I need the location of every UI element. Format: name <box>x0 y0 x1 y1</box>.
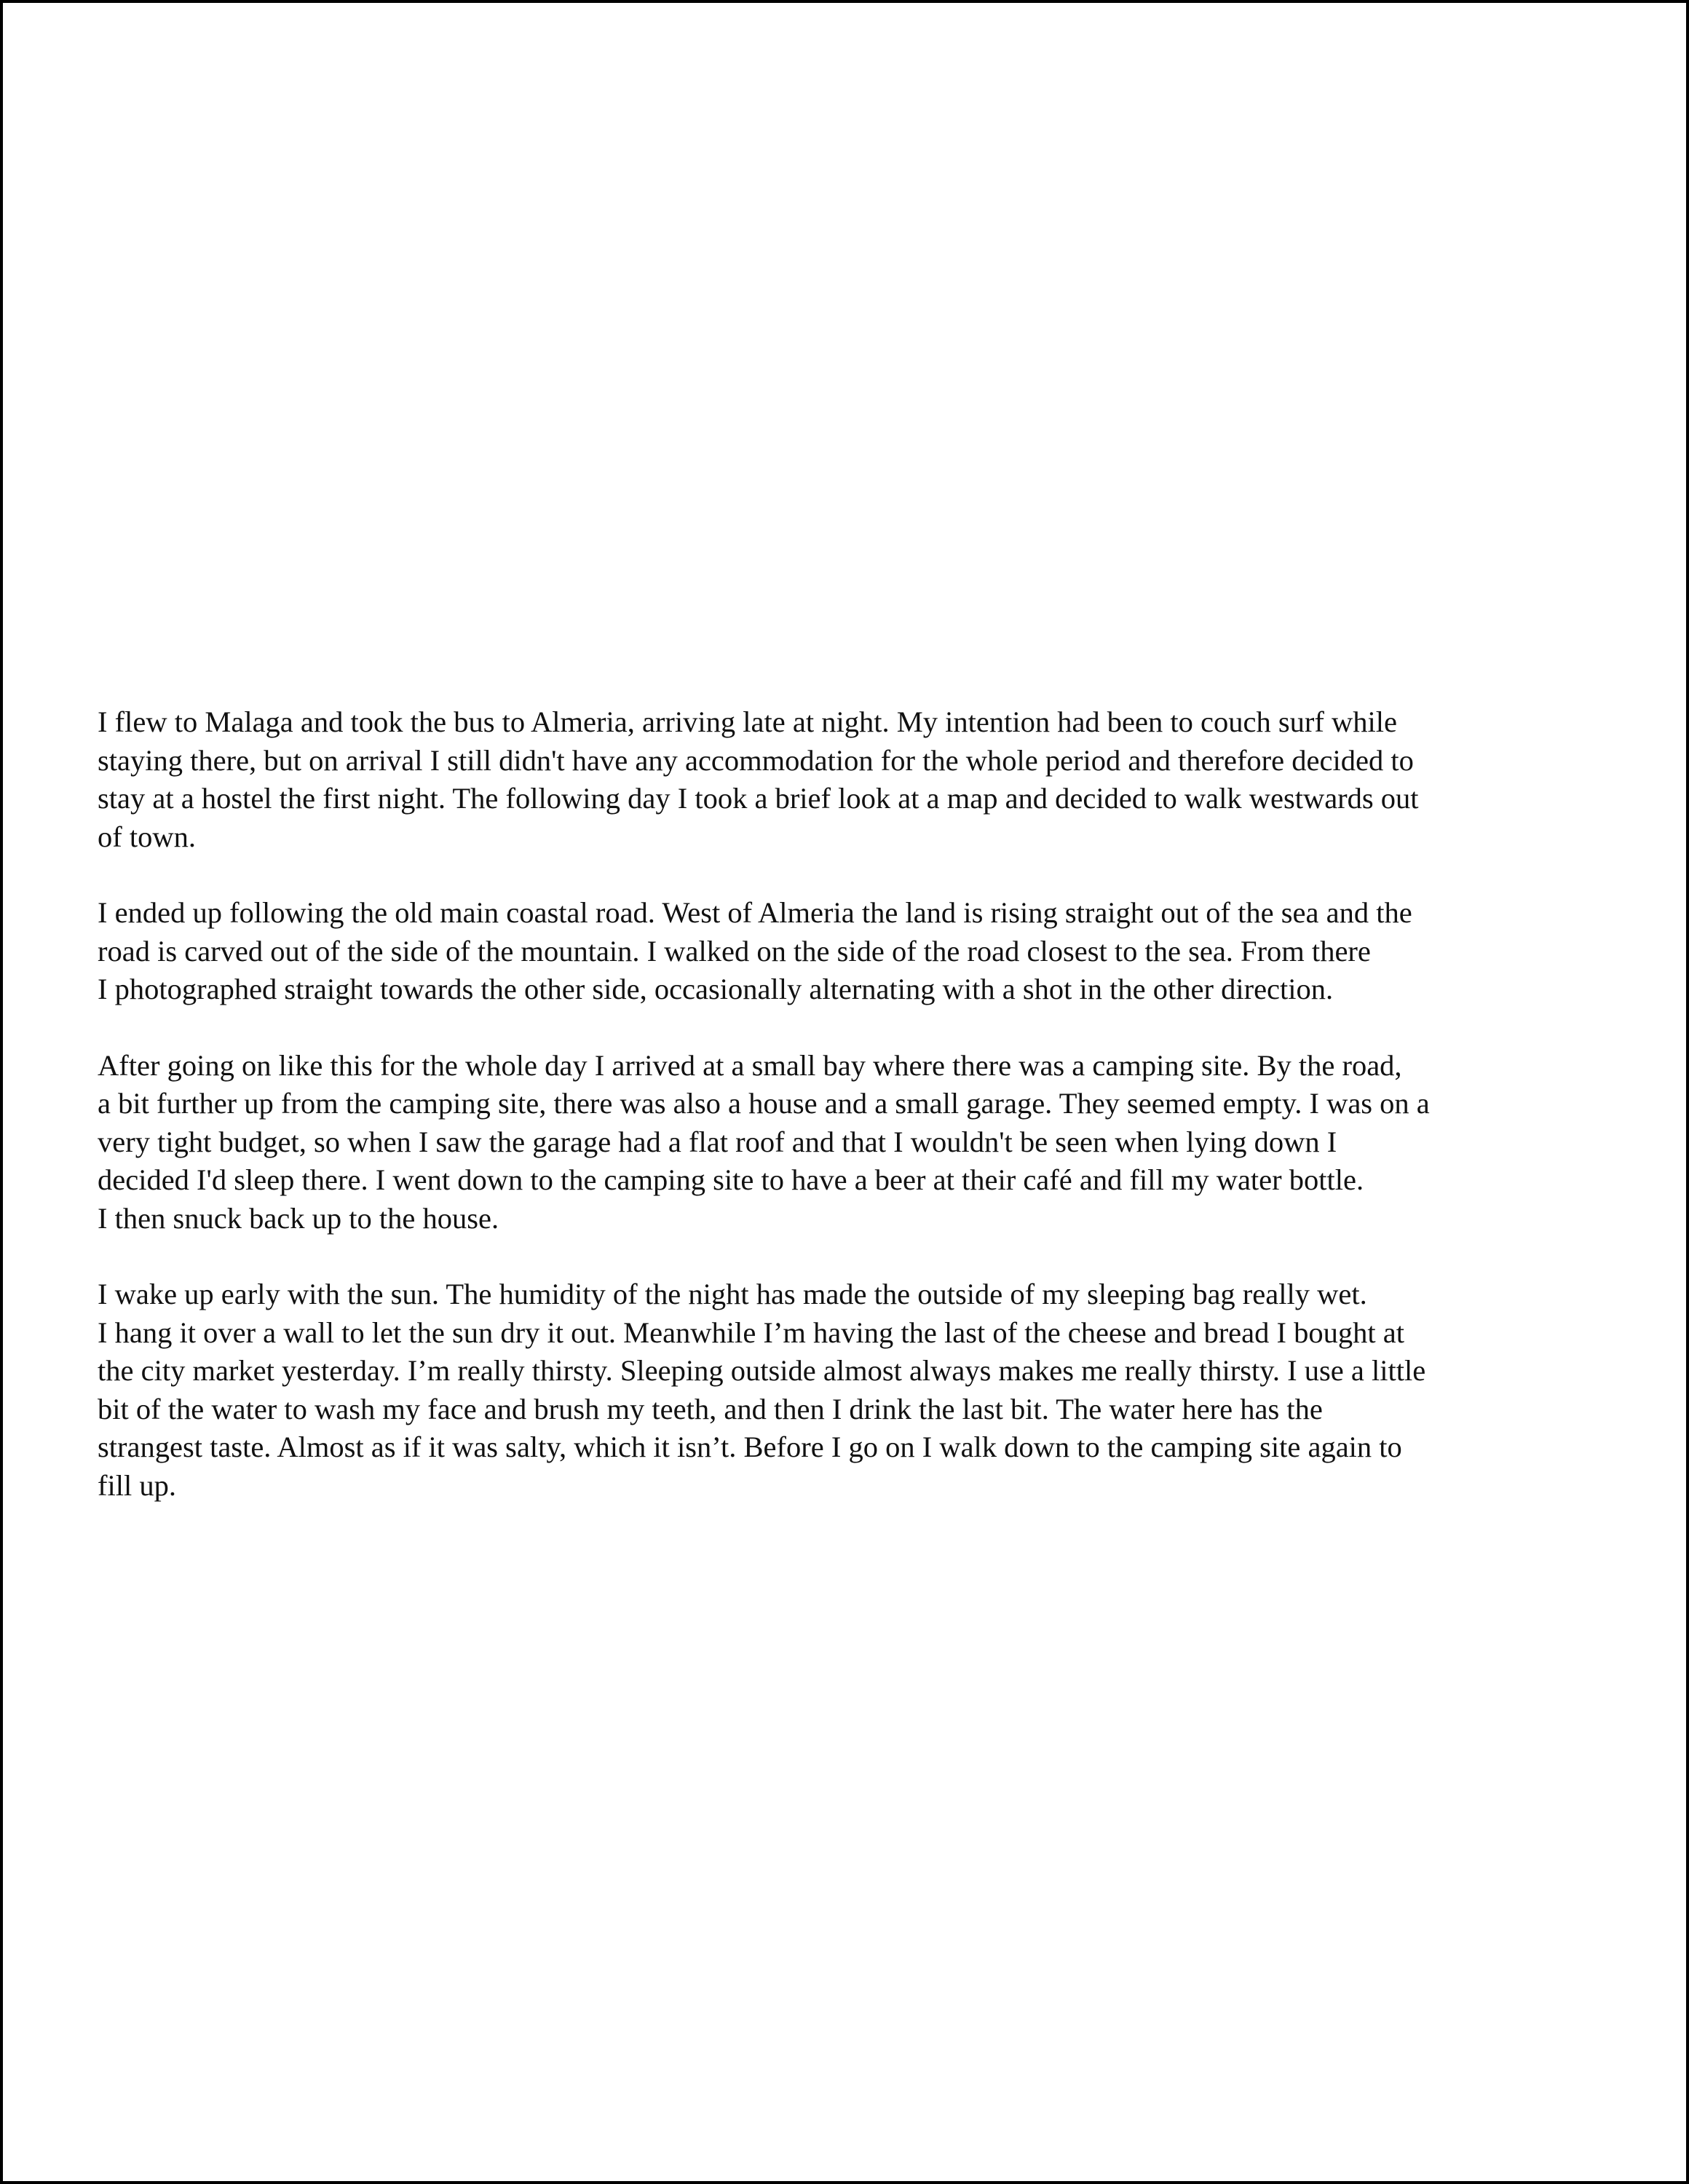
paragraph-1: I flew to Malaga and took the bus to Almeria, arriving late at night. My intention had been to couch surf while staying there, but on arrival I still didn't have any accommodation for the whole period and therefore decided to stay at a hostel the first night. The following day I took a brief look at a map and decided to walk westwards out of town. <box>98 705 1419 853</box>
paragraph-2: I ended up following the old main coastal road. West of Almeria the land is rising straight out of the sea and the road is carved out of the side of the mountain. I walked on the side of the road closest to the sea. From there I photographed straight towards the other side, occasionally alternating with a shot in the other direction. <box>98 896 1412 1005</box>
body-text <box>98 703 1597 1505</box>
paragraph-4: I wake up early with the sun. The humidity of the night has made the outside of my sleeping bag really wet. I hang it over a wall to let the sun dry it out. Meanwhile I’m having the last of the cheese and bread I bought at the city market yesterday. I’m really thirsty. Sleeping outside almost always makes me really thirsty. I use a little bit of the water to wash my face and brush my teeth, and then I drink the last bit. The water here has the strangest taste. Almost as if it was salty, which it isn’t. Before I go on I walk down to the camping site again to fill up. <box>98 1278 1426 1502</box>
paragraph-3: After going on like this for the whole day I arrived at a small bay where there was a camping site. By the road, a bit further up from the camping site, there was also a house and a small garage. They seemed empty. I was on a very tight budget, so when I saw the garage had a flat roof and that I wouldn't be seen when lying down I decided I'd sleep there. I went down to the camping site to have a beer at their café and fill my water bottle. I then snuck back up to the house. <box>98 1048 1430 1235</box>
